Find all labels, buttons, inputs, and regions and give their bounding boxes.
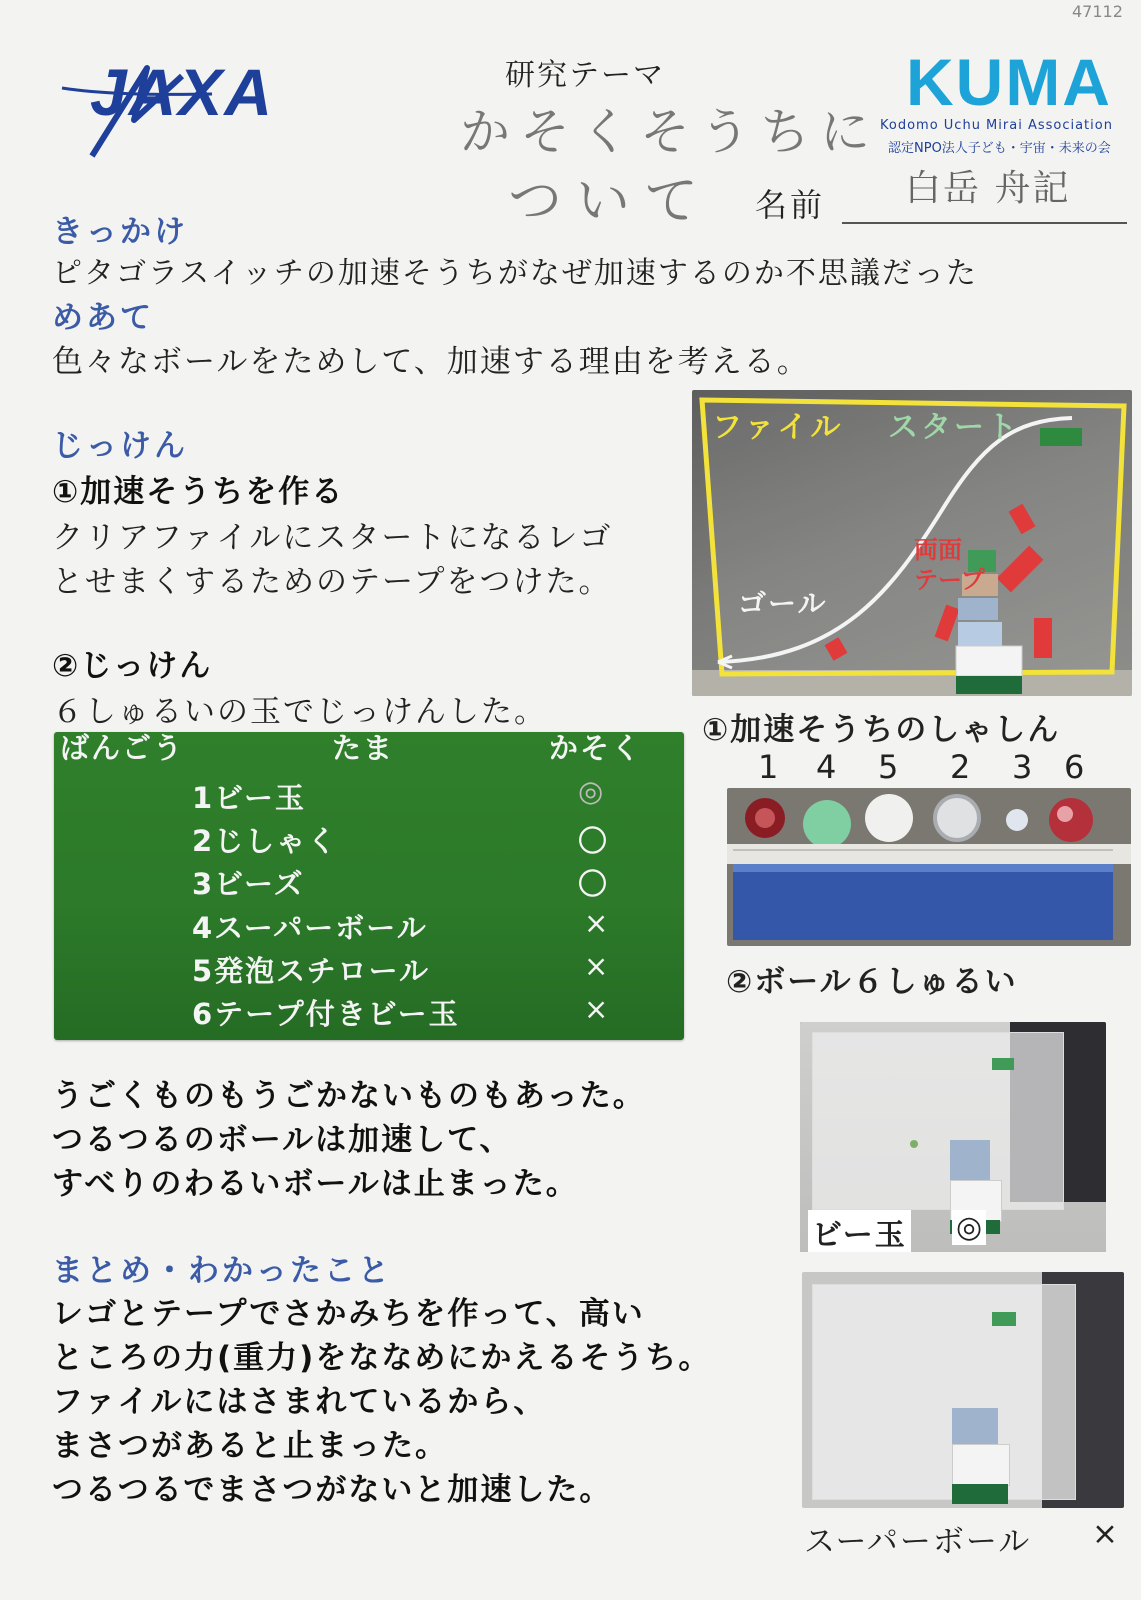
results-line3: すべりのわるいボールは止まった。 [52, 1166, 579, 1202]
goal-heading: めあて [52, 300, 154, 336]
experiment-step1-line2: とせまくするためのテープをつけた。 [52, 564, 612, 600]
experiment-step1-title: ①加速そうちを作る [52, 474, 345, 510]
name-label: 名前 [755, 186, 826, 224]
theme-handwritten-line1: かそくそうちに [460, 103, 880, 161]
table-row-3-name: 3ビーズ [192, 867, 305, 901]
device-label-tape-line1: 両面 [914, 536, 962, 564]
name-underline [842, 222, 1127, 224]
summary-line2: ところの力(重力)をななめにかえるそうち。 [52, 1340, 712, 1376]
ball-numbers [750, 748, 1090, 788]
device-label-file: ファイル [712, 410, 844, 445]
device-photo [692, 390, 1132, 696]
table-row-2-result: 〇 [578, 824, 610, 858]
table-row-1-name: 1ビー玉 [192, 781, 307, 815]
summary-line1: レゴとテープでさかみちを作って、高い [52, 1296, 645, 1332]
marble-photo [800, 1022, 1106, 1252]
results-line1: うごくものもうごかないものもあった。 [52, 1078, 646, 1114]
table-row-5-name: 5発泡スチロール [192, 954, 431, 988]
superball-caption-mark: × [1092, 1516, 1120, 1552]
ball-number-4: 2 [950, 748, 971, 786]
table-row-5-result: × [584, 949, 611, 983]
marble-caption-name: ビー玉 [808, 1210, 911, 1252]
goal-text: 色々なボールをためして、加速する理由を考える。 [52, 344, 810, 380]
experiment-step2-text: ６しゅるいの玉でじっけんした。 [52, 694, 547, 730]
table-row-6-result: × [584, 992, 611, 1026]
name-handwritten: 白岳 舟記 [905, 168, 1071, 209]
ball-number-3: 5 [878, 748, 899, 786]
device-label-start: スタート [888, 410, 1020, 445]
table-header-acceleration: かそく [549, 731, 643, 765]
motivation-text: ピタゴラスイッチの加速そうちがなぜ加速するのか不思議だった [52, 256, 978, 291]
experiment-step1-line1: クリアファイルにスタートになるレゴ [52, 520, 613, 556]
jaxa-logo [52, 48, 275, 158]
summary-line4: まさつがあると止まった。 [52, 1428, 448, 1464]
theme-handwritten-line2: ついて [508, 169, 712, 232]
summary-heading: まとめ・わかったこと [52, 1253, 392, 1289]
kuma-logo-subtitle: Kodomo Uchu Mirai Association [880, 118, 1113, 133]
table-row-4-name: 4スーパーボール [192, 911, 428, 945]
marble-caption-mark: ◎ [952, 1210, 986, 1245]
ball-number-6: 6 [1064, 748, 1085, 786]
summary-line5: つるつるでまさつがないと加速した。 [52, 1472, 613, 1508]
device-label-goal: ゴール [738, 587, 828, 620]
ball-number-2: 4 [816, 748, 837, 786]
summary-line3: ファイルにはさまれているから、 [52, 1384, 547, 1420]
superball-caption-name: スーパーボール [804, 1524, 1032, 1560]
theme-label: 研究テーマ [505, 58, 665, 93]
kuma-logo [878, 44, 1128, 154]
table-header-ball: たま [332, 731, 395, 765]
kuma-logo-org: 認定NPO法人子ども・宇宙・未来の会 [888, 141, 1111, 156]
experiment-step2-title: ②じっけん [52, 648, 213, 684]
kuma-logo-text: KUMA [906, 45, 1112, 119]
balls-photo-caption: ②ボール６しゅるい [726, 964, 1018, 1000]
table-row-2-name: 2じしゃく [192, 824, 339, 858]
results-table [54, 732, 684, 1040]
table-row-6-name: 6テープ付きビー玉 [192, 997, 460, 1031]
superball-photo [802, 1272, 1124, 1508]
ball-number-1: 1 [758, 748, 779, 786]
device-label-tape-line2: テープ [914, 566, 985, 594]
table-row-3-result: 〇 [578, 867, 610, 901]
table-row-1-result: ◎ [578, 774, 606, 808]
balls-photo [727, 788, 1131, 946]
experiment-heading: じっけん [52, 428, 188, 464]
corner-note: 47112 [1072, 2, 1123, 21]
motivation-heading: きっかけ [52, 214, 188, 250]
table-header-number: ばんごう [60, 731, 185, 765]
jaxa-logo-text: JAXA [90, 55, 275, 129]
device-photo-caption: ①加速そうちのしゃしん [702, 712, 1061, 748]
table-row-4-result: × [584, 906, 611, 940]
ball-number-5: 3 [1012, 748, 1033, 786]
results-line2: つるつるのボールは加速して、 [52, 1122, 513, 1158]
